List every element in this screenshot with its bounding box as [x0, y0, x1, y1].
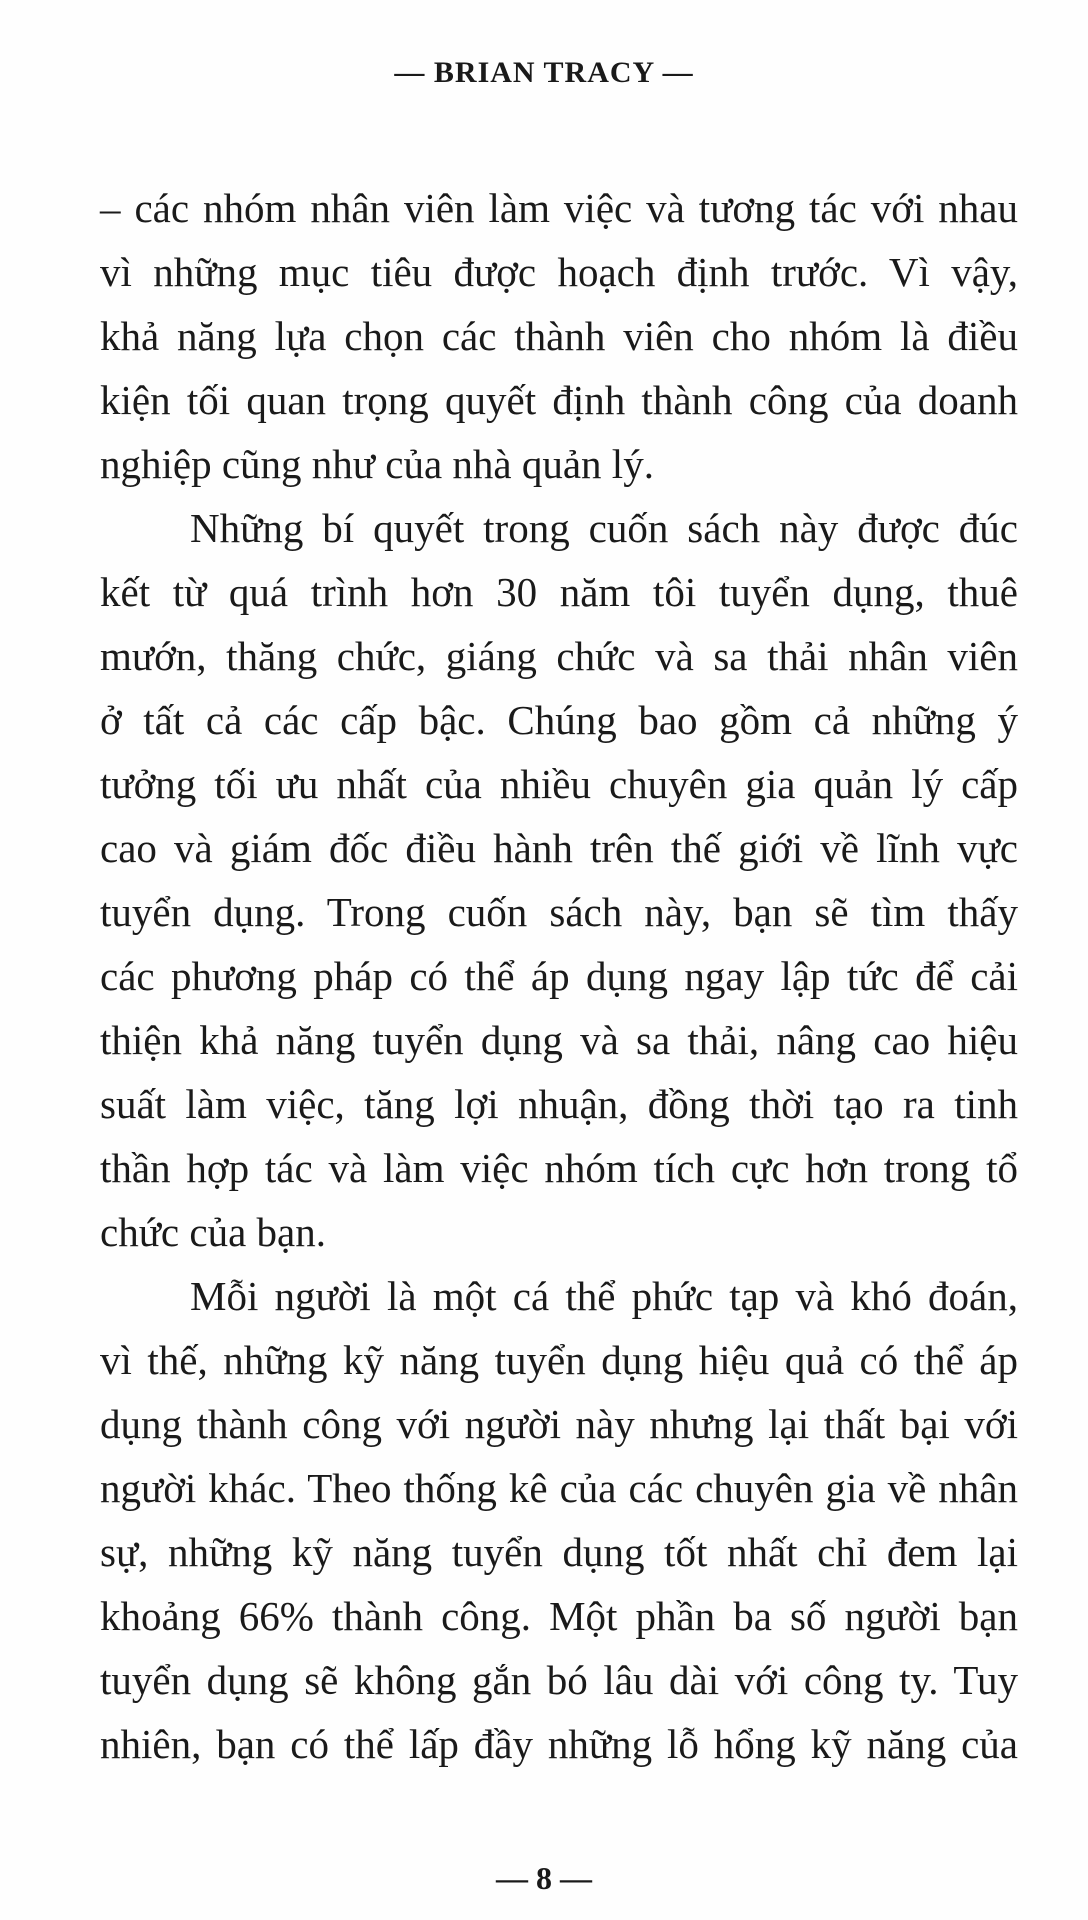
- text-line: vì những mục tiêu được hoạch định trước. Vì vậy,: [100, 249, 1018, 295]
- text-line: Mỗi người là một cá thể phức tạp và khó đoán,: [190, 1273, 1018, 1319]
- text-line: vì thế, những kỹ năng tuyển dụng hiệu quả có thể áp: [100, 1337, 1018, 1383]
- text-line: nhiên, bạn có thể lấp đầy những lỗ hổng kỹ năng của: [100, 1721, 1018, 1767]
- text-line: kết từ quá trình hơn 30 năm tôi tuyển dụng, thuê: [100, 569, 1018, 615]
- paragraph: [100, 496, 1018, 1264]
- text-line: – các nhóm nhân viên làm việc và tương tác với nhau: [100, 185, 1018, 231]
- paragraph: [100, 176, 1018, 496]
- text-line: mướn, thăng chức, giáng chức và sa thải nhân viên: [100, 633, 1018, 679]
- text-line: ở tất cả các cấp bậc. Chúng bao gồm cả những ý: [100, 697, 1018, 743]
- body-text: [100, 176, 1018, 1776]
- text-line: tưởng tối ưu nhất của nhiều chuyên gia quản lý cấp: [100, 761, 1018, 807]
- text-line: khả năng lựa chọn các thành viên cho nhóm là điều: [100, 313, 1018, 359]
- text-line: dụng thành công với người này nhưng lại thất bại với: [100, 1401, 1018, 1447]
- text-line: sự, những kỹ năng tuyển dụng tốt nhất chỉ đem lại: [100, 1529, 1018, 1575]
- text-line: người khác. Theo thống kê của các chuyên gia về nhân: [100, 1465, 1018, 1511]
- text-line: tuyển dụng. Trong cuốn sách này, bạn sẽ tìm thấy: [100, 889, 1018, 935]
- text-line: thiện khả năng tuyển dụng và sa thải, nâng cao hiệu: [100, 1017, 1018, 1063]
- text-line: tuyển dụng sẽ không gắn bó lâu dài với công ty. Tuy: [100, 1657, 1018, 1703]
- text-line: Những bí quyết trong cuốn sách này được đúc: [190, 505, 1018, 551]
- running-head: — BRIAN TRACY —: [394, 56, 694, 89]
- page-number: — 8 —: [496, 1860, 592, 1896]
- text-line: kiện tối quan trọng quyết định thành công của doanh: [100, 377, 1018, 423]
- text-line: khoảng 66% thành công. Một phần ba số người bạn: [100, 1593, 1018, 1639]
- paragraph: [100, 1264, 1018, 1776]
- text-line: thần hợp tác và làm việc nhóm tích cực hơn trong tổ: [100, 1145, 1018, 1191]
- text-line: các phương pháp có thể áp dụng ngay lập tức để cải: [100, 953, 1018, 999]
- text-line: cao và giám đốc điều hành trên thế giới về lĩnh vực: [100, 825, 1018, 871]
- text-line: nghiệp cũng như của nhà quản lý.: [100, 441, 654, 487]
- text-line: chức của bạn.: [100, 1209, 326, 1255]
- text-line: suất làm việc, tăng lợi nhuận, đồng thời tạo ra tinh: [100, 1081, 1018, 1127]
